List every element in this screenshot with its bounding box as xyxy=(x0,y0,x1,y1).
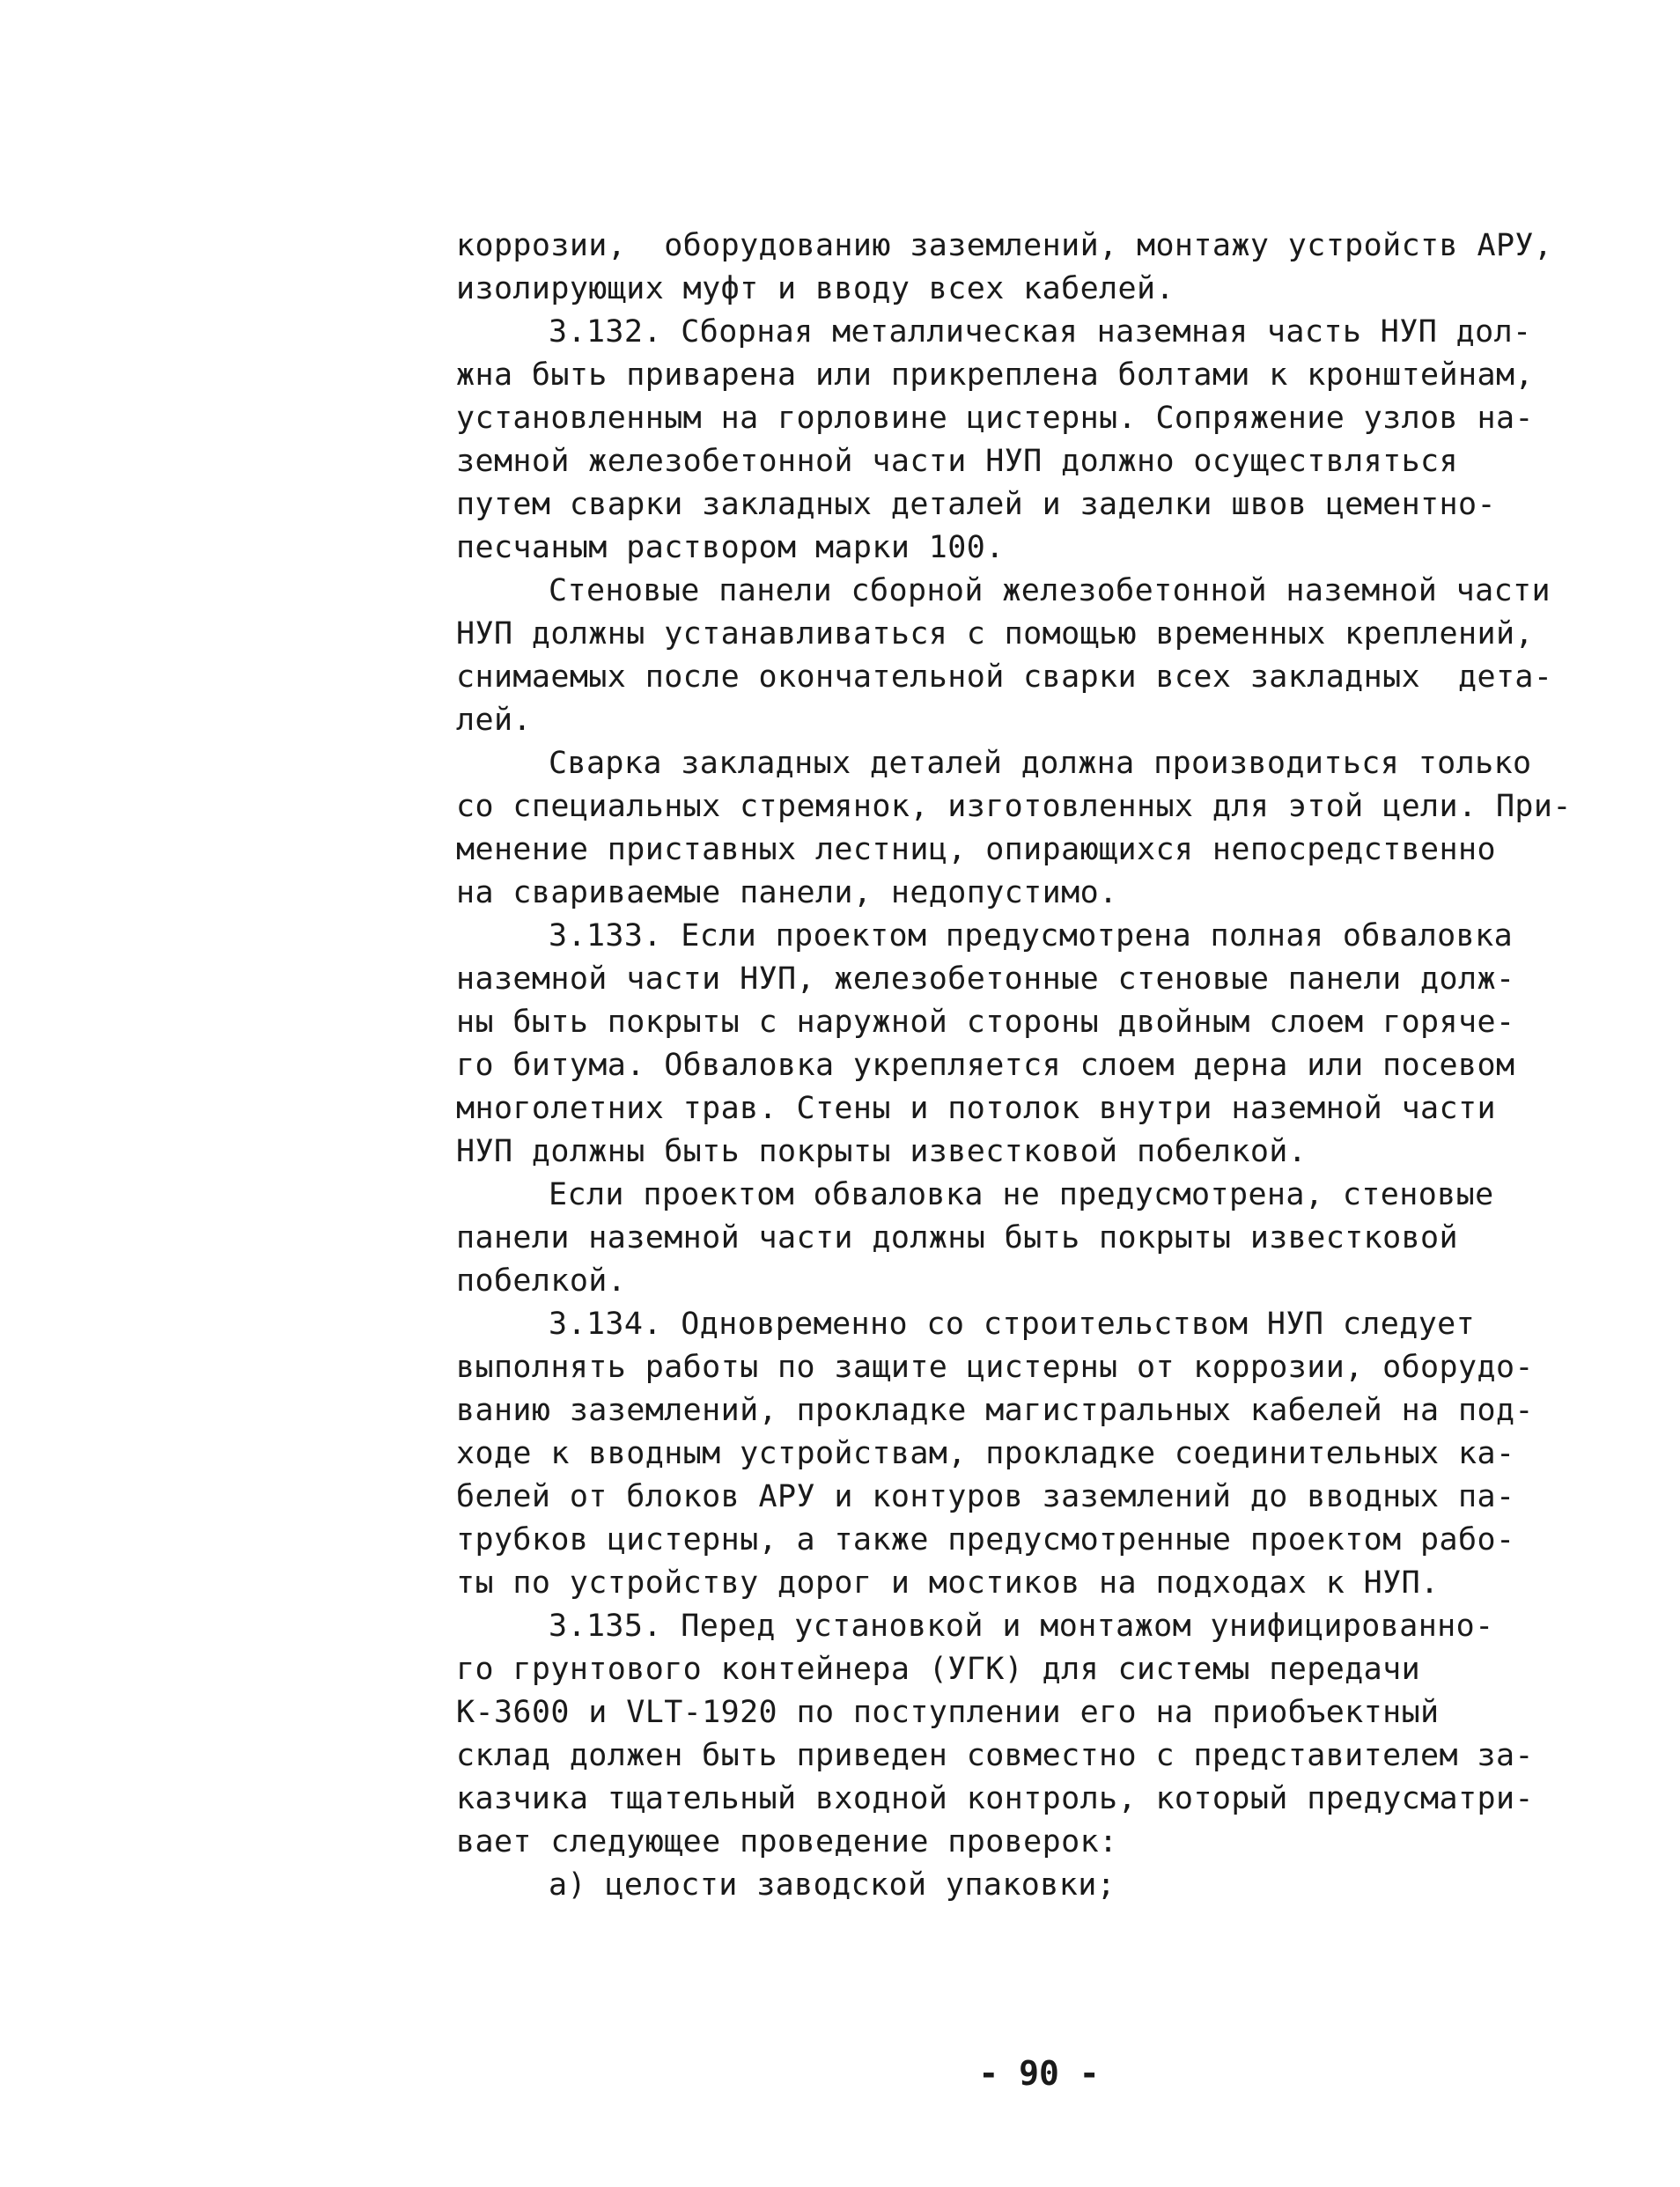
text-line: на свариваемые панели, недопустимо. xyxy=(456,875,1118,910)
text-line: жна быть приварена или прикреплена болтами к кронштейнам, xyxy=(456,357,1534,393)
text-line: ты по устройству дорог и мостиков на подходах к НУП. xyxy=(456,1565,1440,1601)
section-3-134-heading-line: 3.134. Одновременно со строительством НУП следует xyxy=(549,1307,1476,1342)
paragraph-start-line: Если проектом обваловка не предусмотрена, стеновые xyxy=(549,1177,1494,1212)
text-line: трубков цистерны, а также предусмотренные проектом рабо- xyxy=(456,1522,1515,1557)
section-3-133-heading-line: 3.133. Если проектом предусмотрена полная обваловка xyxy=(549,918,1514,954)
text-line: ны быть покрыты с наружной стороны двойным слоем горяче- xyxy=(456,1005,1515,1040)
text-line: песчаным раствором марки 100. xyxy=(456,530,1005,565)
text-line: вает следующее проведение проверок: xyxy=(456,1824,1118,1859)
text-line: лей. xyxy=(456,703,532,738)
text-line: ванию заземлений, прокладке магистральных кабелей на под- xyxy=(456,1393,1534,1428)
text-line: НУП должны устанавливаться с помощью временных креплений, xyxy=(456,616,1534,652)
body-text xyxy=(456,225,1654,1907)
text-line: менение приставных лестниц, опирающихся непосредственно xyxy=(456,832,1496,867)
paragraph-start-line: Стеновые панели сборной железобетонной наземной части xyxy=(549,573,1551,608)
text-line: установленным на горловине цистерны. Сопряжение узлов на- xyxy=(456,401,1534,436)
text-line: панели наземной части должны быть покрыты известковой xyxy=(456,1220,1459,1256)
text-line: К-3600 и VLT-1920 по поступлении его на приобъектный xyxy=(456,1695,1440,1730)
list-item-a: а) целости заводской упаковки; xyxy=(549,1867,1116,1903)
text-line: изолирующих муфт и вводу всех кабелей. xyxy=(456,271,1175,306)
text-line: белей от блоков АРУ и контуров заземлений до вводных па- xyxy=(456,1479,1515,1514)
text-line: земной железобетонной части НУП должно осуществляться xyxy=(456,444,1459,479)
text-line: многолетних трав. Стены и потолок внутри наземной части xyxy=(456,1091,1496,1126)
paragraph-start-line: Сварка закладных деталей должна производиться только xyxy=(549,746,1532,781)
text-line: побелкой. xyxy=(456,1263,627,1299)
section-3-135-heading-line: 3.135. Перед установкой и монтажом унифицированно- xyxy=(549,1609,1494,1644)
text-line: НУП должны быть покрыты известковой побелкой. xyxy=(456,1134,1308,1169)
text-line: выполнять работы по защите цистерны от коррозии, оборудо- xyxy=(456,1350,1534,1385)
text-line: склад должен быть приведен совместно с представителем за- xyxy=(456,1738,1534,1773)
text-line: со специальных стремянок, изготовленных для этой цели. При- xyxy=(456,789,1572,824)
text-line: снимаемых после окончательной сварки всех закладных дета- xyxy=(456,659,1553,695)
text-line: наземной части НУП, железобетонные стеновые панели долж- xyxy=(456,961,1515,997)
text-line: ходе к вводным устройствам, прокладке соединительных ка- xyxy=(456,1436,1515,1471)
section-3-132-heading-line: 3.132. Сборная металлическая наземная часть НУП дол- xyxy=(549,314,1532,350)
text-line: путем сварки закладных деталей и заделки швов цементно- xyxy=(456,487,1496,522)
text-line: коррозии, оборудованию заземлений, монтажу устройств АРУ, xyxy=(456,228,1553,263)
text-line: го грунтового контейнера (УГК) для системы передачи xyxy=(456,1652,1421,1687)
text-line: казчика тщательный входной контроль, который предусматри- xyxy=(456,1781,1534,1816)
page-number: - 90 - xyxy=(978,2054,1100,2093)
text-line: го битума. Обваловка укрепляется слоем дерна или посевом xyxy=(456,1048,1515,1083)
